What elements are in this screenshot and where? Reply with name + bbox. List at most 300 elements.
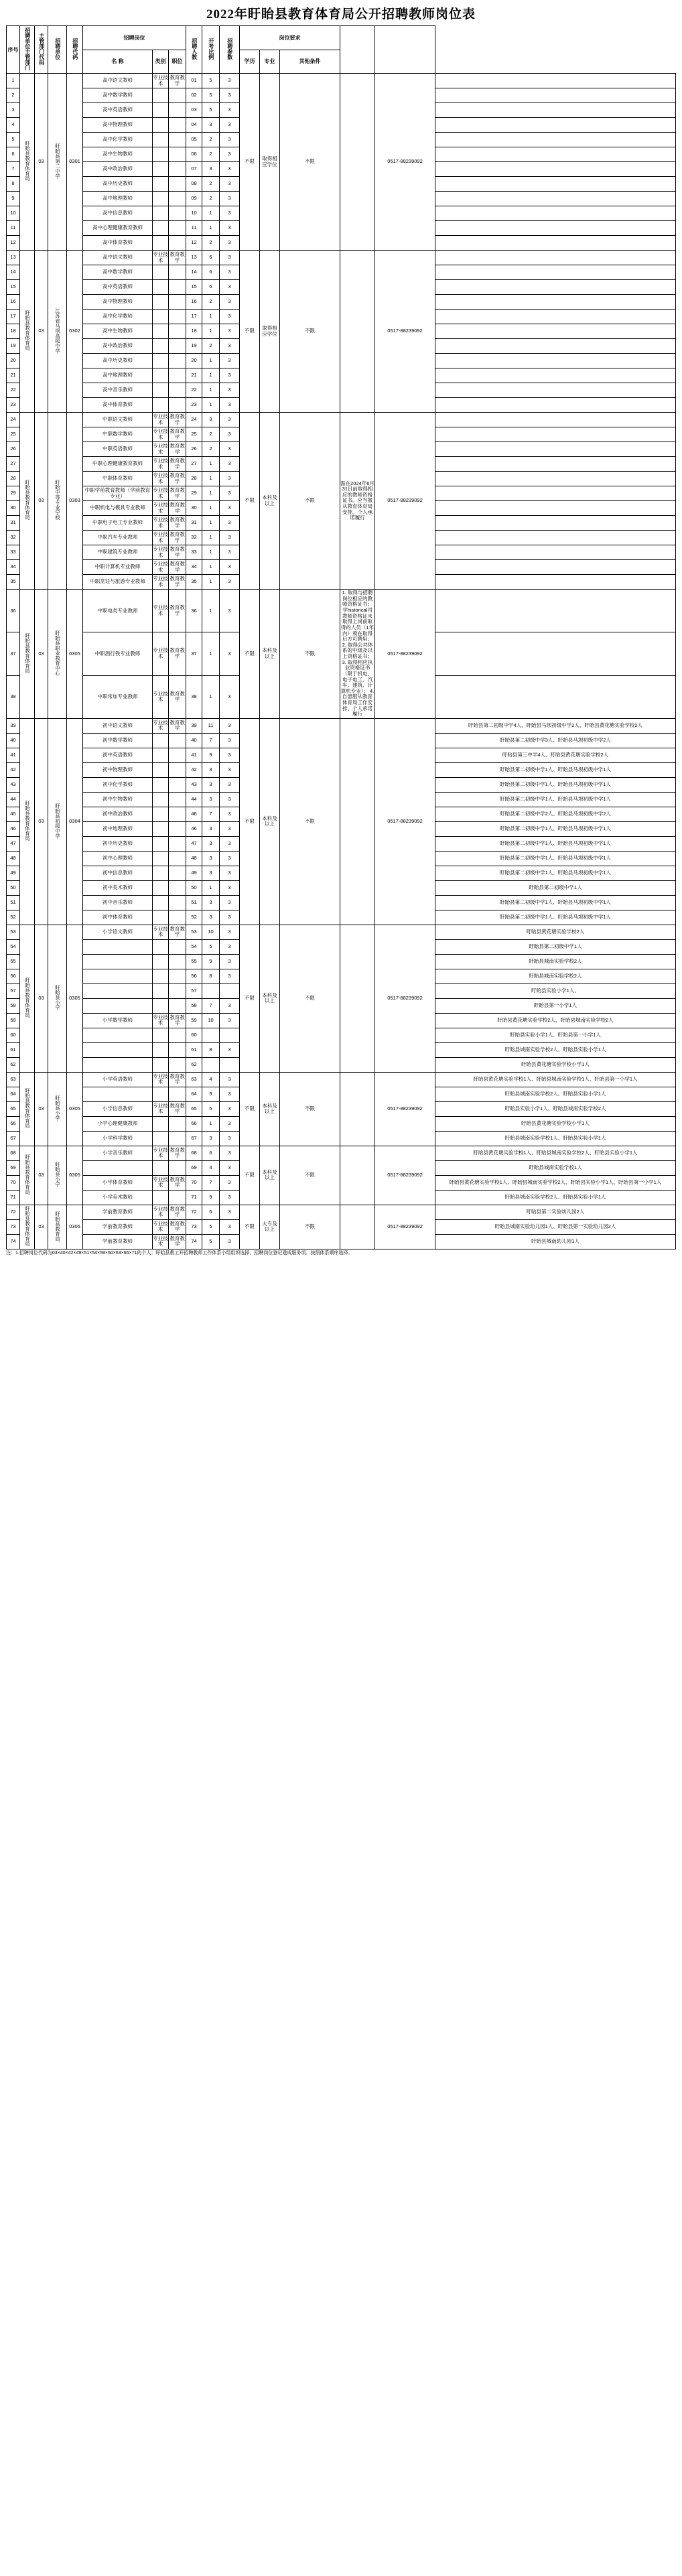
cell-position-category [153,1042,169,1057]
cell-open-ratio: 3 [220,545,240,560]
cell-no: 58 [7,998,20,1013]
cell-no: 3 [7,103,20,118]
cell-position-name [83,998,153,1013]
cell-position-name: 中职烹饪与旅游专业教师 [83,575,153,590]
cell-education: 本科及以上 [260,413,280,590]
cell-open-ratio: 3 [220,762,240,777]
cell-remark [435,516,676,531]
cell-position-post [169,206,186,221]
cell-no: 71 [7,1190,20,1205]
cell-num-hire: 1 [202,324,220,339]
cell-position-name: 中职心理健康教育教师 [83,457,153,472]
cell-remark: 盱眙县城南实验幼儿园1人、盱眙县第一实验幼儿园2人 [435,1219,676,1234]
cell-position-post [169,792,186,807]
cell-remark: 盱眙县第二初级中学1人、盱眙县马坝初级中学1人 [435,762,676,777]
cell-position-post [169,1160,186,1175]
cell-num-hire: 1 [202,472,220,486]
cell-unit-code: 0305 [67,925,83,1072]
cell-position-category [153,792,169,807]
cell-remark: 盱眙县实验小学1人、盱眙县城南实验学校2人 [435,1101,676,1116]
table-header [7,26,676,74]
cell-remark [435,310,676,324]
cell-open-ratio: 3 [220,413,240,427]
cell-position-code: 73 [186,1219,202,1234]
cell-open-ratio: 3 [220,895,240,910]
cell-position-post: 教育教学 [169,427,186,442]
cell-dept-code: 03 [35,74,48,251]
cell-position-post [169,1057,186,1072]
col-phone [340,26,375,74]
cell-position-post [169,398,186,413]
cell-other-conditions [340,1205,375,1249]
cell-position-name: 高中历史教师 [83,354,153,368]
cell-position-code: 46 [186,807,202,821]
table-row [7,74,676,88]
cell-position-category [153,1028,169,1042]
cell-num-hire: 5 [202,1101,220,1116]
cell-position-category [153,398,169,413]
cell-num-hire: 2 [202,427,220,442]
cell-num-hire: 1 [202,880,220,895]
cell-position-name: 初中政治教师 [83,807,153,821]
cell-no: 13 [7,251,20,265]
cell-position-post [169,807,186,821]
cell-position-code: 63 [186,1072,202,1087]
cell-position-post: 教育教学 [169,1101,186,1116]
cell-num-hire: 1 [202,560,220,575]
cell-position-name: 初中心理教师 [83,851,153,866]
cell-open-ratio: 3 [220,383,240,398]
cell-position-category: 专业技术 [153,501,169,516]
cell-no: 57 [7,984,20,998]
cell-num-hire: 3 [202,792,220,807]
cell-num-hire: 5 [202,1219,220,1234]
cell-remark: 盱眙县黄花塘实验学校1人、盱眙县城南实验学校2人、盱眙县实验小学1人 [435,1146,676,1160]
cell-num-hire: 3 [202,866,220,880]
cell-unit-code: 0306 [67,1205,83,1249]
cell-num-hire: 2 [202,192,220,206]
cell-position-code: 39 [186,718,202,733]
cell-no: 64 [7,1087,20,1101]
cell-no: 69 [7,1160,20,1175]
cell-position-code: 69 [186,1160,202,1175]
table-row [7,251,676,265]
cell-position-post [169,177,186,192]
cell-no: 50 [7,880,20,895]
cell-position-code: 32 [186,531,202,545]
cell-no: 52 [7,910,20,925]
cell-position-code: 65 [186,1101,202,1116]
cell-position-code: 50 [186,880,202,895]
cell-position-post [169,866,186,880]
cell-position-code: 03 [186,103,202,118]
cell-position-name: 中职汽车专业教师 [83,531,153,545]
cell-no: 51 [7,895,20,910]
cell-open-ratio: 3 [220,295,240,310]
cell-num-hire: 1 [202,575,220,590]
cell-position-category [153,192,169,206]
cell-open-ratio: 3 [220,733,240,748]
cell-major: 不限 [280,1072,340,1146]
table-row [7,413,676,427]
cell-dept-code: 03 [35,1146,48,1205]
cell-remark: 盱眙县实验小学1人、 [435,984,676,998]
cell-dept: 盱眙县教育体育局 [20,1205,35,1249]
cell-position-category [153,1131,169,1146]
cell-num-hire: 1 [202,516,220,531]
cell-open-ratio: 3 [220,998,240,1013]
cell-position-category [153,118,169,133]
cell-remark [435,575,676,590]
cell-position-post: 教育教学 [169,1234,186,1249]
header-row-1 [7,26,676,50]
cell-open-ratio: 3 [220,851,240,866]
cell-position-code: 66 [186,1116,202,1131]
cell-no: 40 [7,733,20,748]
cell-params: 不限 [240,1072,260,1146]
cell-open-ratio: 3 [220,162,240,177]
col-group-requirements: 岗位要求 [240,26,340,50]
cell-position-post [169,295,186,310]
cell-position-name: 中职机电与模具专业教师 [83,501,153,516]
cell-open-ratio: 3 [220,821,240,836]
cell-remark [435,398,676,413]
cell-other-conditions [340,74,375,251]
cell-num-hire: 6 [202,1205,220,1219]
document-page [0,0,682,1257]
cell-num-hire: 1 [202,545,220,560]
cell-position-name: 中职计算机专业教师 [83,560,153,575]
table-row [7,1205,676,1219]
cell-position-post: 教育教学 [169,251,186,265]
cell-open-ratio: 3 [220,354,240,368]
cell-position-name: 中职常加专业教师 [83,675,153,718]
cell-num-hire [202,1057,220,1072]
cell-open-ratio: 3 [220,206,240,221]
cell-remark: 盱眙县黄花塘实验学校2人、盱眙县城南实验学校2人 [435,1013,676,1028]
cell-remark [435,675,676,718]
cell-position-category: 专业技术 [153,575,169,590]
cell-params: 不限 [240,718,260,925]
cell-position-code: 20 [186,354,202,368]
cell-num-hire: 10 [202,925,220,939]
cell-position-post [169,1087,186,1101]
cell-position-category: 专业技术 [153,457,169,472]
cell-position-code: 61 [186,1042,202,1057]
cell-position-post [169,147,186,162]
cell-education: 取得相应学位 [260,251,280,413]
cell-remark [435,177,676,192]
cell-position-code: 08 [186,177,202,192]
cell-position-code: 42 [186,762,202,777]
cell-position-name: 初中历史教师 [83,836,153,851]
cell-remark: 盱眙县第二初级中学2人、盱眙县马坝初级中学2人 [435,807,676,821]
cell-position-category: 专业技术 [153,1013,169,1028]
cell-education: 取得相应学位 [260,74,280,251]
cell-open-ratio: 3 [220,675,240,718]
cell-dept-code: 03 [35,925,48,1072]
cell-other-conditions [340,925,375,1072]
cell-remark [435,74,676,88]
cell-position-post [169,762,186,777]
cell-position-name: 初中信息教师 [83,866,153,880]
footer-note: 注：1.招聘岗位代码为03×40×42×49×51×54×59×60×63×66×71的个人；盱眙县教工开招聘教师工作体系小组组织选择，招聘岗位登记建成服务项、按照体系顺序选择。 [6,1250,353,1256]
cell-position-post: 教育教学 [169,1146,186,1160]
cell-remark: 盱眙县第二初级中学1人、盱眙县马坝初级中学1人 [435,851,676,866]
cell-position-code: 31 [186,516,202,531]
cell-position-post [169,368,186,383]
cell-position-category [153,777,169,792]
cell-unit: 盱眙中等专业学校 [48,413,67,590]
cell-no: 30 [7,501,20,516]
cell-position-category [153,354,169,368]
cell-phone: 0517-88239092 [375,718,435,925]
cell-position-category [153,162,169,177]
cell-open-ratio: 3 [220,866,240,880]
cell-num-hire: 5 [202,939,220,954]
cell-position-category [153,88,169,103]
cell-position-name: 高中英语教师 [83,280,153,295]
cell-position-category: 专业技术 [153,251,169,265]
cell-position-code: 36 [186,590,202,632]
cell-dept: 盱眙县教育体育局 [20,1072,35,1146]
cell-position-category [153,954,169,969]
cell-phone: 0517-88239092 [375,925,435,1072]
cell-position-post [169,118,186,133]
cell-position-post [169,280,186,295]
cell-position-code: 05 [186,133,202,147]
cell-position-name: 小学体育教师 [83,1175,153,1190]
cell-position-post [169,383,186,398]
cell-dept-code: 03 [35,1205,48,1249]
page-title: 2022年盱眙县教育体育局公开招聘教师岗位表 [206,7,476,21]
cell-position-code: 13 [186,251,202,265]
cell-position-post: 教育教学 [169,413,186,427]
cell-position-category: 专业技术 [153,74,169,88]
cell-position-name: 小学音乐教师 [83,1146,153,1160]
cell-num-hire: 3 [202,118,220,133]
cell-open-ratio: 3 [220,807,240,821]
cell-open-ratio: 3 [220,969,240,984]
cell-num-hire: 3 [202,836,220,851]
cell-no: 35 [7,575,20,590]
cell-no: 74 [7,1234,20,1249]
cell-position-name: 高中政治教师 [83,162,153,177]
cell-remark [435,368,676,383]
cell-open-ratio: 3 [220,457,240,472]
cell-remark [435,427,676,442]
cell-education: 本科及以上 [260,1146,280,1205]
cell-open-ratio: 3 [220,501,240,516]
cell-remark [435,354,676,368]
cell-position-category: 专业技术 [153,472,169,486]
col-ratio: 开考比例 [202,26,220,74]
cell-no: 54 [7,939,20,954]
cell-position-post [169,910,186,925]
cell-position-post [169,88,186,103]
cell-num-hire: 6 [202,1146,220,1160]
cell-num-hire: 1 [202,398,220,413]
cell-no: 67 [7,1131,20,1146]
cell-position-post: 教育教学 [169,632,186,675]
cell-position-category [153,324,169,339]
cell-position-name: 小学心理健康教师 [83,1116,153,1131]
cell-remark [435,221,676,236]
cell-no: 46 [7,821,20,836]
cell-position-name: 初中体育教师 [83,910,153,925]
cell-open-ratio: 3 [220,472,240,486]
cell-open-ratio: 3 [220,925,240,939]
cell-open-ratio: 3 [220,88,240,103]
cell-position-post: 教育教学 [169,516,186,531]
cell-remark [435,206,676,221]
cell-no: 70 [7,1175,20,1190]
cell-no: 34 [7,560,20,575]
cell-open-ratio: 3 [220,265,240,280]
cell-position-name: 高中体育教师 [83,398,153,413]
cell-num-hire: 10 [202,1013,220,1028]
cell-position-name: 初中美术教师 [83,880,153,895]
cell-position-code: 25 [186,427,202,442]
cell-phone: 0517-88239092 [375,74,435,251]
cell-open-ratio: 3 [220,1116,240,1131]
cell-open-ratio: 3 [220,910,240,925]
cell-position-code: 47 [186,836,202,851]
cell-position-name: 初中语文教师 [83,718,153,733]
cell-position-code: 68 [186,1146,202,1160]
table-body [7,74,676,1249]
cell-position-code: 71 [186,1190,202,1205]
cell-open-ratio: 3 [220,1087,240,1101]
cell-position-category [153,1190,169,1205]
cell-position-post [169,954,186,969]
cell-remark [435,457,676,472]
cell-position-post [169,339,186,354]
cell-position-category [153,807,169,821]
cell-position-name: 小学科学教师 [83,1131,153,1146]
cell-position-category [153,236,169,251]
cell-position-name: 初中化学教师 [83,777,153,792]
cell-open-ratio: 3 [220,718,240,733]
cell-no: 37 [7,632,20,675]
cell-position-post: 教育教学 [169,575,186,590]
cell-position-name: 学前教育教师 [83,1205,153,1219]
cell-no: 14 [7,265,20,280]
table-row [7,925,676,939]
cell-remark [435,118,676,133]
cell-position-code: 17 [186,310,202,324]
cell-position-code: 06 [186,147,202,162]
cell-params: 不限 [240,413,260,590]
cell-position-name: 初中地理教师 [83,821,153,836]
cell-position-code: 34 [186,560,202,575]
cell-open-ratio: 3 [220,118,240,133]
cell-no: 36 [7,590,20,632]
cell-position-name: 中职电类专业教师 [83,590,153,632]
cell-position-name: 中职建筑专业教师 [83,545,153,560]
cell-position-code: 04 [186,118,202,133]
cell-no: 56 [7,969,20,984]
col-dept: 招聘单位主管部门 [20,26,35,74]
cell-position-code: 01 [186,74,202,88]
cell-open-ratio [220,1057,240,1072]
cell-remark [435,162,676,177]
cell-position-name: 高中心理健康教育教师 [83,221,153,236]
cell-open-ratio: 3 [220,368,240,383]
cell-no: 68 [7,1146,20,1160]
cell-position-category: 专业技术 [153,486,169,501]
cell-num-hire: 9 [202,1190,220,1205]
cell-no: 49 [7,866,20,880]
cell-no: 22 [7,383,20,398]
cell-position-code: 24 [186,413,202,427]
cell-dept: 盱眙县教育体育局 [20,74,35,251]
cell-position-name: 中职酒行铁专业教师 [83,632,153,675]
cell-no: 27 [7,457,20,472]
cell-position-code: 40 [186,733,202,748]
cell-no: 42 [7,762,20,777]
cell-phone: 0517-88239092 [375,1205,435,1249]
cell-education: 本科及以上 [260,590,280,719]
cell-remark: 盱眙县第二初级中学1人 [435,939,676,954]
cell-position-code: 44 [186,792,202,807]
cell-position-code: 53 [186,925,202,939]
cell-position-category [153,910,169,925]
cell-major: 不限 [280,251,340,413]
cell-remark: 盱眙县第二初级中学1人、盱眙县马坝初级中学1人 [435,792,676,807]
cell-dept-code: 03 [35,718,48,925]
cell-position-code: 38 [186,675,202,718]
cell-remark: 盱眙县黄花塘实验学校小学1人 [435,1057,676,1072]
cell-num-hire: 3 [202,777,220,792]
cell-num-hire: 5 [202,74,220,88]
cell-no: 1 [7,74,20,88]
cell-params: 不限 [240,251,260,413]
cell-position-name: 高中物理教师 [83,295,153,310]
cell-position-code: 10 [186,206,202,221]
cell-num-hire: 1 [202,501,220,516]
cell-open-ratio: 3 [220,590,240,632]
cell-remark: 盱眙县第一小学1人 [435,998,676,1013]
cell-num-hire: 2 [202,339,220,354]
cell-open-ratio: 3 [220,1146,240,1160]
cell-position-name: 小学英语教师 [83,1072,153,1087]
cell-position-post: 教育教学 [169,1072,186,1087]
cell-position-name: 初中数学教师 [83,733,153,748]
cell-num-hire: 3 [202,162,220,177]
cell-position-post: 教育教学 [169,718,186,733]
cell-position-post [169,895,186,910]
cell-remark: 盱眙县城南实验学校2人 [435,954,676,969]
cell-position-post [169,880,186,895]
cell-position-category: 专业技术 [153,427,169,442]
cell-open-ratio: 3 [220,575,240,590]
cell-no: 23 [7,398,20,413]
cell-position-category: 专业技术 [153,1205,169,1219]
cell-no: 59 [7,1013,20,1028]
cell-position-name: 高中生物教师 [83,324,153,339]
cell-position-name: 高中政治教师 [83,339,153,354]
cell-remark [435,324,676,339]
cell-position-category [153,265,169,280]
cell-position-name [83,1042,153,1057]
cell-position-category [153,998,169,1013]
cell-position-category [153,821,169,836]
cell-open-ratio: 3 [220,1190,240,1205]
cell-phone: 0517-88239092 [375,1072,435,1146]
cell-remark [435,442,676,457]
cell-open-ratio: 3 [220,1175,240,1190]
